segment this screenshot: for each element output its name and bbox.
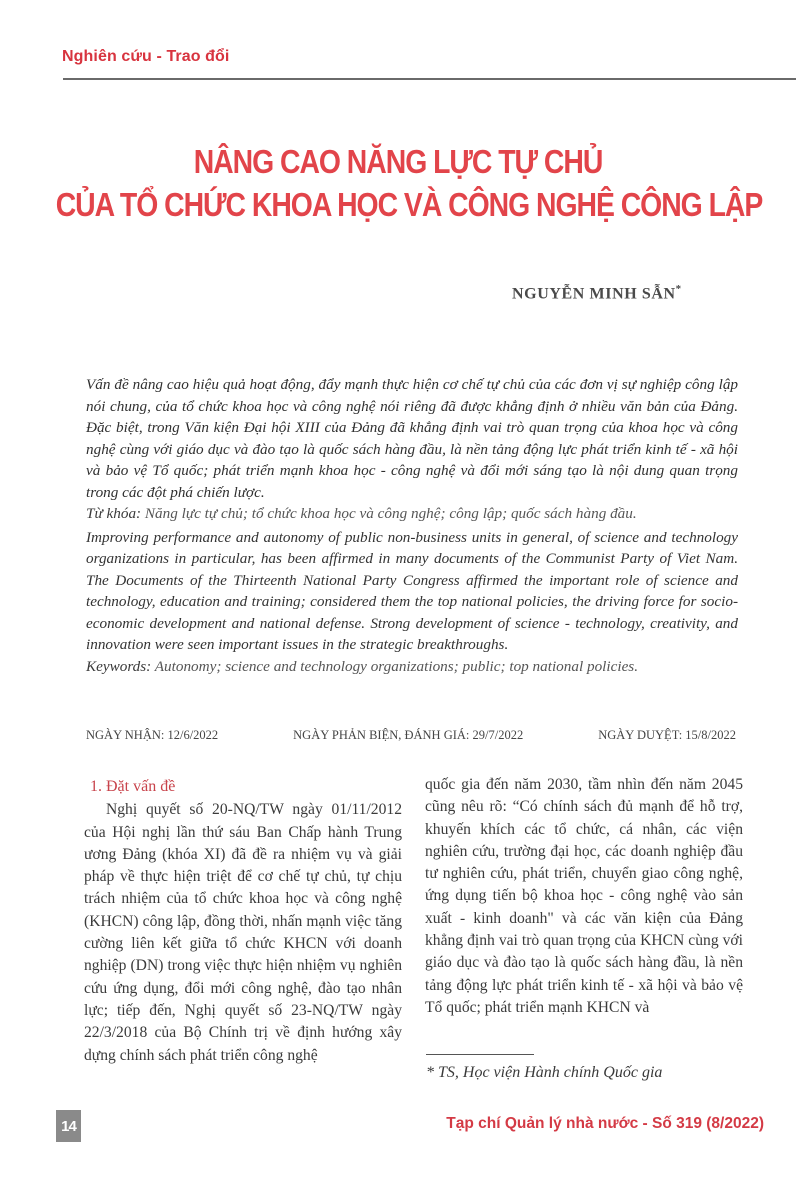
abstract-vietnamese: Vấn đề nâng cao hiệu quả hoạt động, đẩy mạnh thực hiện cơ chế tự chủ của các đơn vị sự nghiệp công lập nói chung, của tổ chức khoa học và công nghệ nói riêng đã được khẳng định ở nhiều văn bản của Đảng. Đặc biệt, trong Văn kiện Đại hội XIII của Đảng đã khẳng định vai trò quan trọng của khoa học và công nghệ cùng với giáo dục và đào tạo là quốc sách hàng đầu, là nền tảng động lực phát triển kinh tế - xã hội và bảo vệ Tổ quốc; phát triển mạnh khoa học - công nghệ và đổi mới sáng tạo là nội dung quan trọng trong các đột phá chiến lược.: [86, 376, 738, 501]
abstract-english: Improving performance and autonomy of public non-business units in general, of science and technology organizations in particular, has been affirmed in many documents of the Communist Party of Viet Nam. The Documents of the Thirteenth National Party Congress affirmed the important role of science and technology, education and training; considered them the top national policies, the driving force for socio-economic development and national defense. Strong development of science - technology, creativity, and innovation were seen important issues in the strategic breakthroughs.: [86, 528, 738, 653]
body-paragraph-right: quốc gia đến năm 2030, tầm nhìn đến năm 2045 cũng nêu rõ: “Có chính sách đủ mạnh để hỗ trợ, khuyến khích các tổ chức, cá nhân, các viện nghiên cứu, trường đại học, các doanh nghiệp đầu tư nghiên cứu, phát triển, chuyển giao công nghệ, ứng dụng tiến bộ khoa học - công nghệ vào sản xuất - kinh doanh" và các văn kiện của Đảng khẳng định vai trò quan trọng của KHCN cùng với giáo dục và đào tạo là quốc sách hàng đầu, là nền tảng động lực phát triển kinh tế - xã hội và bảo vệ Tổ quốc; phát triển mạnh KHCN và: [425, 776, 743, 1016]
date-received: NGÀY NHẬN: 12/6/2022: [86, 728, 219, 742]
keywords-english: [86, 656, 738, 678]
date-approved: NGÀY DUYỆT: 15/8/2022: [598, 728, 736, 742]
title-line-1: NÂNG CAO NĂNG LỰC TỰ CHỦ: [193, 143, 603, 180]
section-heading: 1. Đặt vấn đề: [90, 778, 176, 795]
keywords-label-vi: Từ khóa:: [86, 505, 142, 522]
keywords-vietnamese: [86, 503, 738, 525]
date-reviewed: NGÀY PHẢN BIỆN, ĐÁNH GIÁ: 29/7/2022: [293, 728, 524, 742]
author-footnote: * TS, Học viện Hành chính Quốc gia: [426, 1064, 663, 1081]
author-footnote-mark: *: [675, 283, 682, 295]
article-dates: [86, 728, 736, 743]
author-name: [512, 283, 682, 303]
body-paragraph-left: Nghị quyết số 20-NQ/TW ngày 01/11/2012 của Hội nghị lần thứ sáu Ban Chấp hành Trung ương Đảng (khóa XI) đã đề ra nhiệm vụ và giải pháp về thực hiện triệt để cơ chế tự chủ, tự chịu trách nhiệm của tổ chức khoa học và công nghệ (KHCN) công lập, đồng thời, nhấn mạnh việc tăng cường liên kết giữa tổ chức KHCN với doanh nghiệp (DN) trong việc thực hiện nhiệm vụ nghiên cứu ứng dụng, đổi mới công nghệ, đào tạo nhân lực; tiếp đến, Nghị quyết số 23-NQ/TW ngày 22/3/2018 của Bộ Chính trị về định hướng xây dựng chính sách phát triển công nghệ: [84, 801, 402, 1064]
keywords-text-vi: Năng lực tự chủ; tổ chức khoa học và công nghệ; công lập; quốc sách hàng đầu.: [141, 505, 637, 522]
article-title: [55, 140, 763, 226]
keywords-label-en: Keywords:: [86, 657, 152, 675]
header-divider: [63, 78, 796, 80]
journal-citation: Tạp chí Quản lý nhà nước - Số 319 (8/2022): [446, 1115, 764, 1132]
section-label: Nghiên cứu - Trao đổi: [62, 48, 230, 65]
footnote-divider: [426, 1054, 534, 1055]
title-line-2: CỦA TỔ CHỨC KHOA HỌC VÀ CÔNG NGHỆ CÔNG LẬP: [55, 186, 763, 223]
author-text: NGUYỄN MINH SẪN: [512, 285, 676, 303]
abstract: [86, 374, 738, 677]
keywords-text-en: Autonomy; science and technology organizations; public; top national policies.: [151, 657, 639, 675]
body-column-left: [84, 776, 402, 1067]
body-column-right: [425, 774, 743, 1019]
page-number: 14: [56, 1110, 81, 1142]
